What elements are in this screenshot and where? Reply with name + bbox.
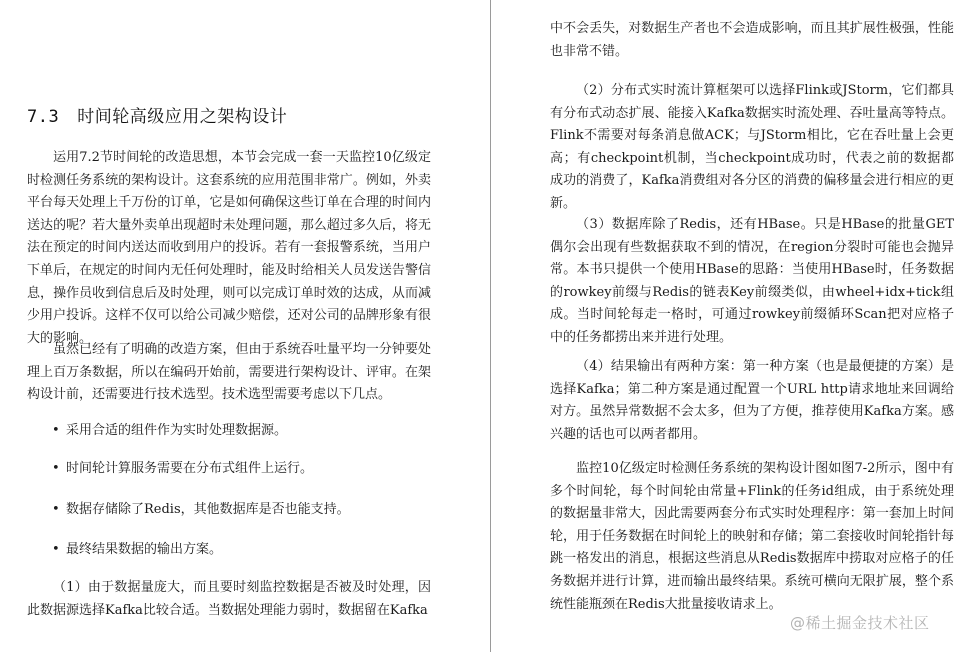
point-1-paragraph: （1）由于数据量庞大，而且要时刻监控数据是否被及时处理，因此数据源选择Kafka比较合适。当数据处理能力弱时，数据留在Kafka — [27, 580, 431, 618]
bullet-item: • 时间轮计算服务需要在分布式组件上运行。 — [52, 459, 313, 479]
watermark: @稀土掘金技术社区 — [790, 614, 930, 632]
section-title: 时间轮高级应用之架构设计 — [77, 107, 288, 127]
bullet-icon: • — [52, 461, 60, 476]
tech-selection-paragraph: 虽然已经有了明确的改造方案，但由于系统吞吐量平均一分钟要处理上百万条数据，所以在编码开始前，需要进行架构设计、评审。在架构设计前，还需要进行技术选型。技术选型需要考虑以下几点。 — [27, 342, 431, 403]
point-2-paragraph: （2）分布式实时流计算框架可以选择Flink或JStorm，它们都具有分布式动态扩展、能接入Kafka数据实时流处理、吞吐量高等特点。Flink不需要对每条消息做ACK；与JStorm相比，它在吞吐量上会更高；有checkpoint机制，当checkpoint成功时，代表之前的数据都成功的消费了，Kafka消费组对各分区的消费的偏移量会进行相应的更新。 — [550, 83, 954, 211]
intro-paragraph: 运用7.2节时间轮的改造思想，本节会完成一套一天监控10亿级定时检测任务系统的架构设计。这套系统的应用范围非常广。例如，外卖平台每天处理上千万份的订单，它是如何确保这些订单在合理的时间内送达的呢？若大量外卖单出现超时未处理问题，那么超过多久后，将无法在预定的时间内送达而收到用户的投诉。若有一套报警系统，当用户下单后，在规定的时间内无任何处理时，能及时给相关人员发送告警信息，操作员收到信息后及时处理，则可以完成订单时效的达成，从而减少用户投诉。这样不仅可以给公司减少赔偿，还对公司的品牌形象有很大的影响。 — [27, 150, 431, 346]
bullet-icon: • — [52, 423, 60, 438]
bullet-icon: • — [52, 542, 60, 557]
right-page — [491, 0, 973, 652]
section-heading — [27, 102, 287, 127]
bullet-item: • 最终结果数据的输出方案。 — [52, 540, 222, 560]
bullet-item: • 采用合适的组件作为实时处理数据源。 — [52, 421, 287, 441]
architecture-paragraph: 监控10亿级定时检测任务系统的架构设计图如图7-2所示，图中有多个时间轮，每个时间轮由常量+Flink的任务id组成，由于系统处理的数据量非常大，因此需要两套分布式实时处理程序：第一套加上时间轮，用于任务数据在时间轮上的映射和存储；第二套接收时间轮指针每跳一格发出的消息，根据这些消息从Redis数据库中捞取对应格子的任务数据并进行计算，进而输出最终结果。系统可横向无限扩展，整个系统性能瓶颈在Redis大批量接收请求上。 — [550, 461, 954, 612]
section-number: 7.3 — [27, 107, 60, 127]
point-4-paragraph: （4）结果输出有两种方案：第一种方案（也是最便捷的方案）是选择Kafka；第二种方案是通过配置一个URL http请求地址来回调给对方。虽然异常数据不会太多，但为了方便，推荐使用Kafka方案。感兴趣的话也可以两者都用。 — [550, 359, 954, 442]
bullet-item: • 数据存储除了Redis，其他数据库是否也能支持。 — [52, 500, 350, 520]
bullet-icon: • — [52, 502, 60, 517]
continued-paragraph: 中不会丢失，对数据生产者也不会造成影响，而且其扩展性极强，性能也非常不错。 — [550, 21, 954, 59]
point-3-paragraph: （3）数据库除了Redis，还有HBase。只是HBase的批量GET偶尔会出现有些数据获取不到的情况，在region分裂时可能也会抛异常。本书只提供一个使用HBase的思路：当使用HBase时，任务数据的rowkey前缀与Redis的链表Key前缀类似，由wheel+idx+tick组成。当时间轮每走一格时，可通过rowkey前缀循环Scan把对应格子中的任务都捞出来并进行处理。 — [550, 217, 954, 345]
